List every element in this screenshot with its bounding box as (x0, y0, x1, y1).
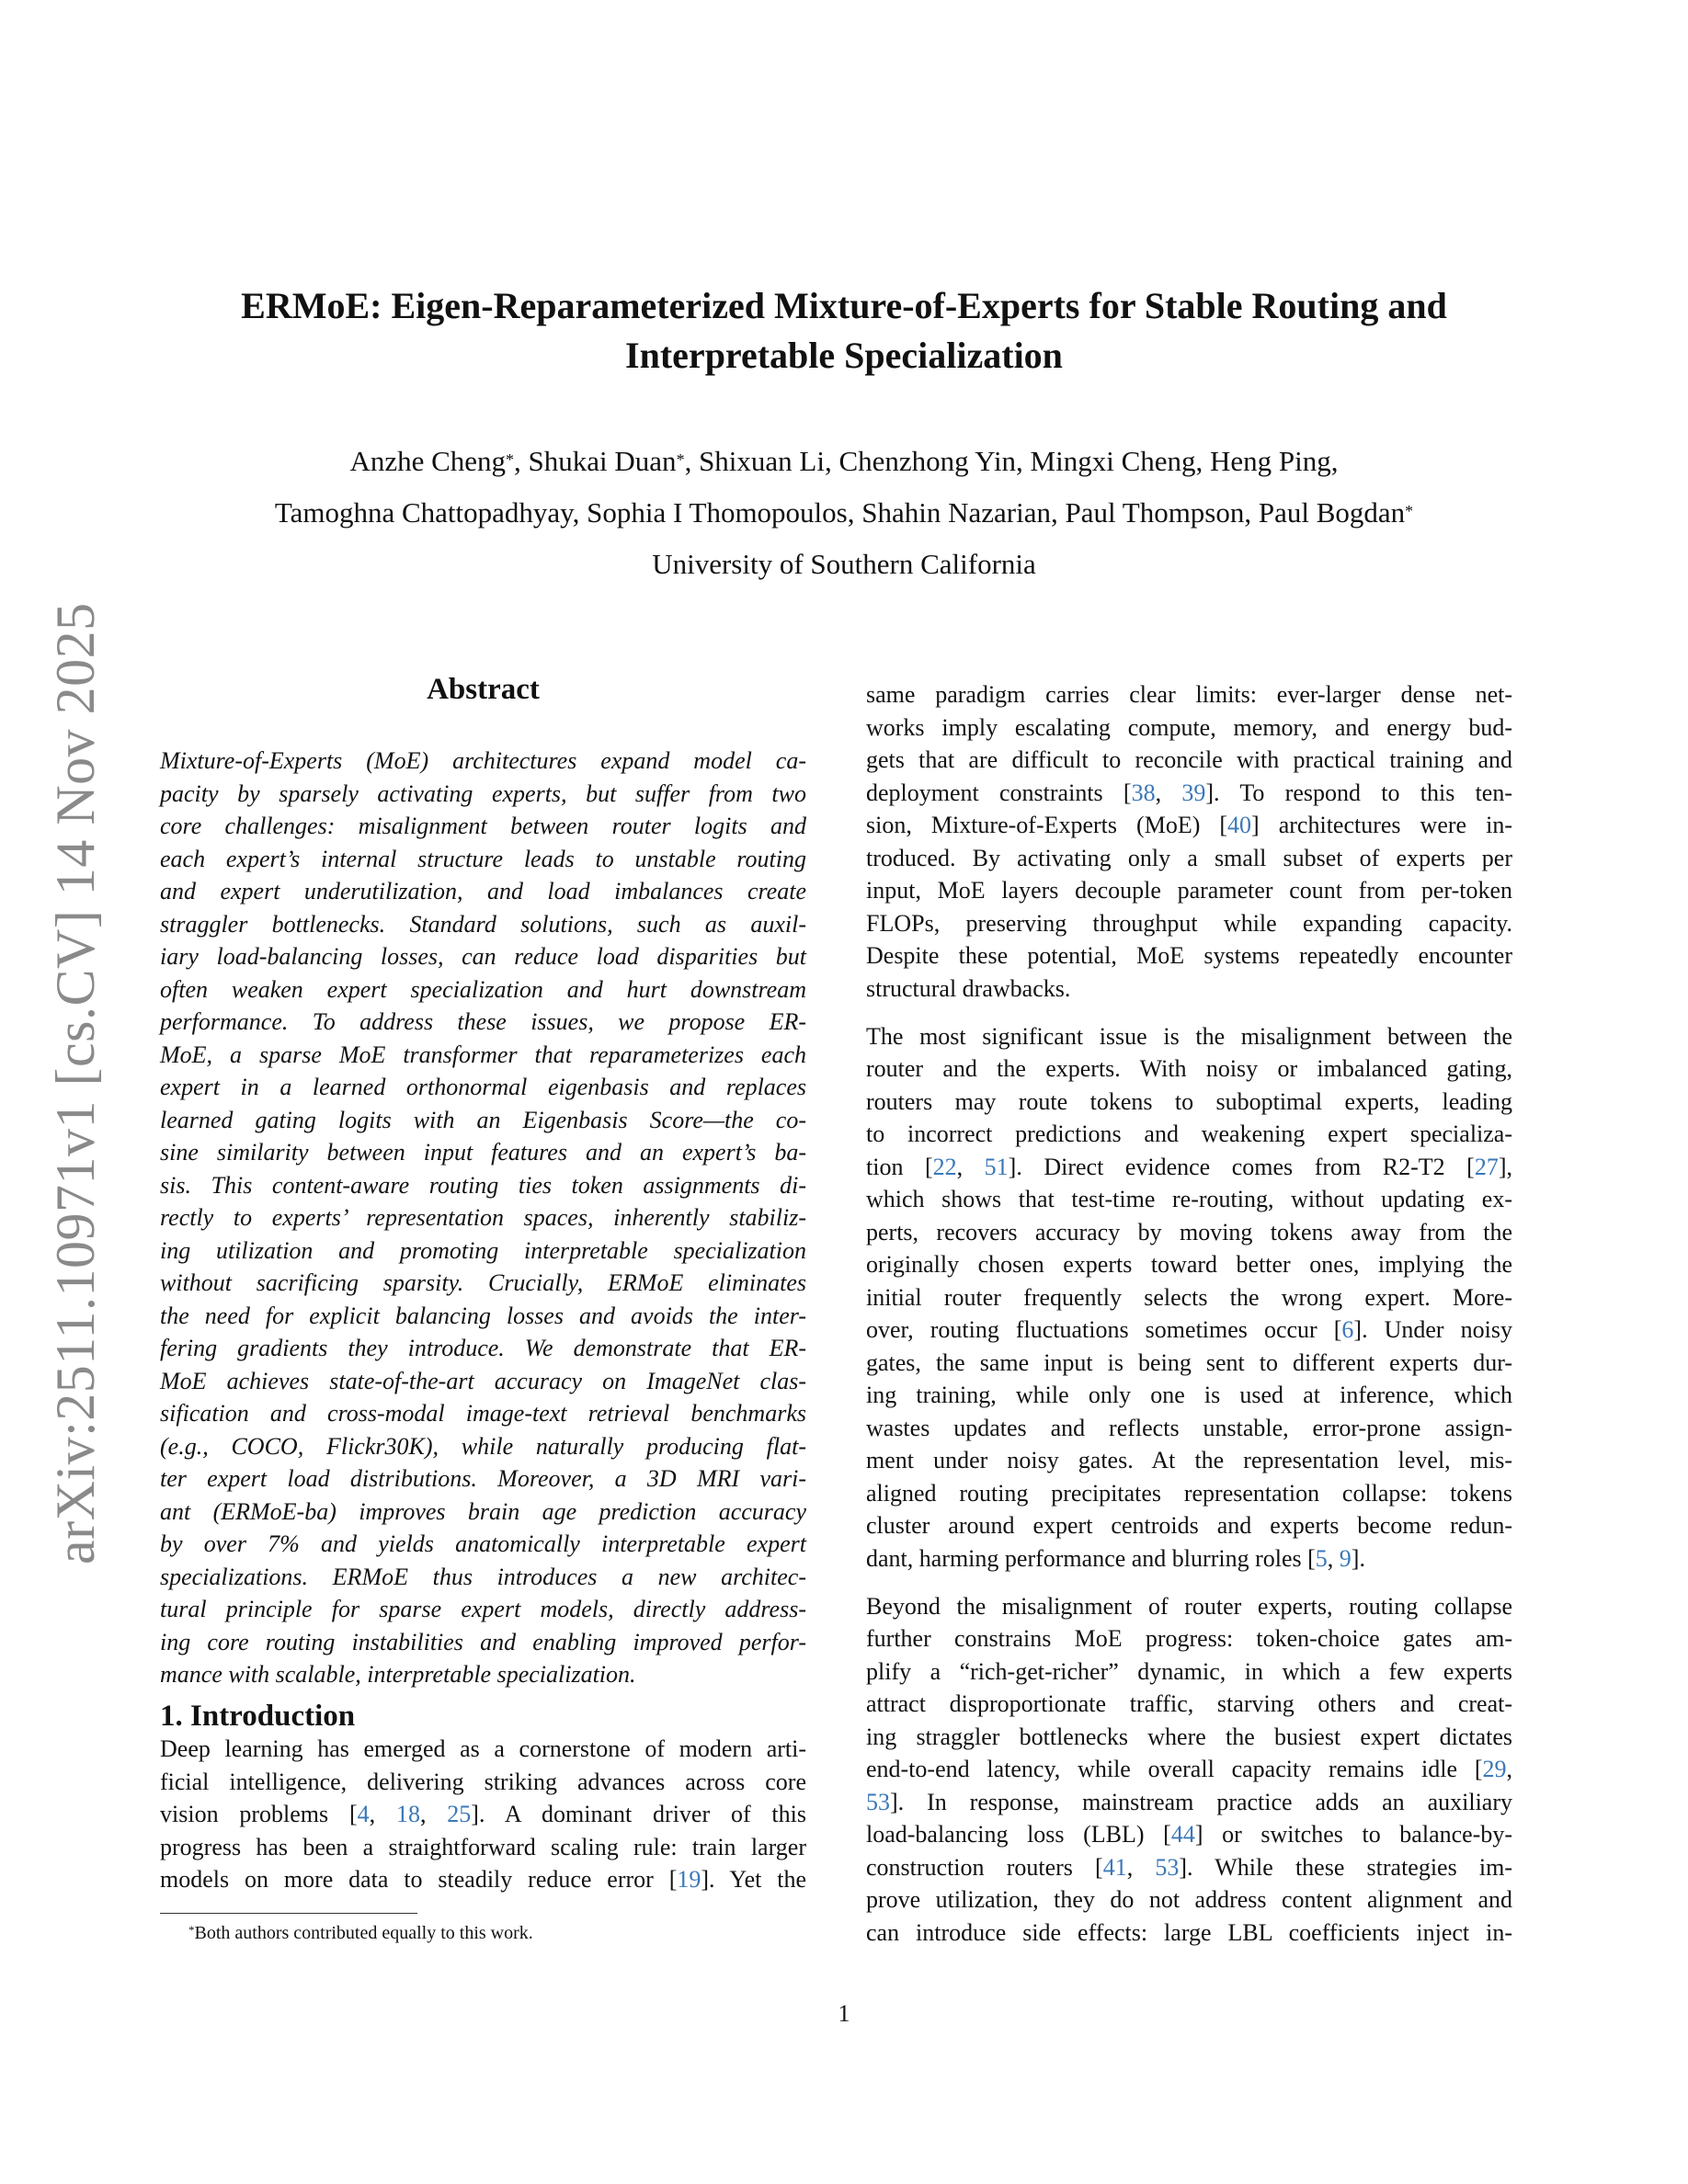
text-line: Deep learning has emerged as a cornerstone of modern arti- (160, 1735, 806, 1762)
text-line: ment under noisy gates. At the representation level, mis- (866, 1447, 1512, 1473)
arxiv-stamp: arXiv:2511.10971v1 [cs.CV] 14 Nov 2025 (45, 602, 106, 1564)
text-line: without sacrificing sparsity. Crucially, ERMoE eliminates (160, 1269, 806, 1296)
text-line: mance with scalable, interpretable specialization. (160, 1661, 636, 1688)
text-line: further constrains MoE progress: token-choice gates am- (866, 1625, 1512, 1652)
text-line: MoE achieves state-of-the-art accuracy on ImageNet clas- (160, 1367, 806, 1394)
right-column-body (866, 678, 1512, 1949)
text-line: performance. To address these issues, we propose ER- (160, 1008, 806, 1035)
text-line: sis. This content-aware routing ties token assignments di- (160, 1171, 806, 1199)
text-line: The most significant issue is the misalignment between the (866, 1022, 1512, 1050)
text-line: troduced. By activating only a small subset of experts per (866, 844, 1512, 871)
author-line-2: Tamoghna Chattopadhyay, Sophia I Thomopoulos, Shahin Nazarian, Paul Thompson, Paul Bogdan* (274, 496, 1414, 529)
citation-link[interactable]: 4 (357, 1801, 370, 1827)
citation-link[interactable]: 40 (1227, 812, 1252, 838)
text-line: expert in a learned orthonormal eigenbasis and replaces (160, 1074, 806, 1100)
citation-link[interactable]: 18 (395, 1801, 420, 1827)
text-line: ant (ERMoE-ba) improves brain age prediction accuracy (160, 1497, 806, 1525)
text-line: end-to-end latency, while overall capacity remains idle [29, (866, 1756, 1512, 1782)
citation-link[interactable]: 25 (447, 1801, 472, 1827)
text-line: aligned routing precipitates representation collapse: tokens (866, 1479, 1512, 1507)
text-line: pacity by sparsely activating experts, but suffer from two (160, 779, 806, 807)
text-line: models on more data to steadily reduce error [19]. Yet the (160, 1866, 806, 1893)
text-line: vision problems [4, 18, 25]. A dominant driver of this (160, 1801, 806, 1827)
citation-link[interactable]: 19 (677, 1866, 701, 1893)
introduction-heading: 1. Introduction (160, 1700, 356, 1733)
text-line: can introduce side effects: large LBL coefficients inject in- (866, 1918, 1512, 1946)
text-line: initial router frequently selects the wrong expert. More- (866, 1283, 1512, 1311)
text-line: iary load-balancing losses, can reduce load disparities but (160, 943, 806, 970)
text-line: plify a “rich-get-richer” dynamic, in which a few experts (866, 1657, 1512, 1685)
citation-link[interactable]: 38 (1131, 779, 1156, 806)
text-line: 53]. In response, mainstream practice adds an auxiliary (866, 1788, 1512, 1815)
text-line: dant, harming performance and blurring roles [5, 9]. (866, 1544, 1365, 1572)
text-line: deployment constraints [38, 39]. To respond to this ten- (866, 779, 1512, 806)
text-line: router and the experts. With noisy or imbalanced gating, (866, 1055, 1512, 1082)
text-line: ing core routing instabilities and enabling improved perfor- (160, 1628, 806, 1655)
text-line: ing straggler bottlenecks where the busiest expert dictates (866, 1723, 1512, 1750)
text-line: Mixture-of-Experts (MoE) architectures expand model ca- (160, 747, 806, 774)
text-line: fering gradients they introduce. We demonstrate that ER- (160, 1335, 806, 1361)
text-line: which shows that test-time re-routing, without updating ex- (866, 1186, 1512, 1212)
text-line: sine similarity between input features and an expert’s ba- (160, 1139, 806, 1166)
text-line: FLOPs, preserving throughput while expanding capacity. (866, 909, 1512, 937)
text-line: by over 7% and yields anatomically interpretable expert (160, 1530, 806, 1557)
paragraph (866, 678, 1512, 1005)
text-line: (e.g., COCO, Flickr30K), while naturally producing flat- (160, 1432, 806, 1460)
citation-link[interactable]: 53 (866, 1788, 890, 1815)
citation-link[interactable]: 22 (932, 1153, 957, 1180)
citation-link[interactable]: 27 (1474, 1153, 1499, 1180)
citation-link[interactable]: 6 (1341, 1316, 1354, 1343)
text-line: over, routing fluctuations sometimes occur [6]. Under noisy (866, 1316, 1512, 1343)
text-line: tion [22, 51]. Direct evidence comes from R2-T2 [27], (866, 1153, 1513, 1180)
text-line: ficial intelligence, delivering striking advances across core (160, 1768, 806, 1795)
text-line: to incorrect predictions and weakening expert specializa- (866, 1120, 1512, 1147)
text-line: progress has been a straightforward scaling rule: train larger (160, 1833, 806, 1860)
paper-title (0, 281, 1688, 381)
author-line-1: Anzhe Cheng*, Shukai Duan*, Shixuan Li, Chenzhong Yin, Mingxi Cheng, Heng Ping, (349, 445, 1339, 477)
citation-link[interactable]: 53 (1155, 1853, 1180, 1881)
text-line: attract disproportionate traffic, starving others and creat- (866, 1690, 1512, 1717)
text-line: MoE, a sparse MoE transformer that reparameterizes each (160, 1041, 806, 1068)
abstract-body (160, 745, 806, 1691)
text-line: cluster around expert centroids and experts become redun- (866, 1512, 1512, 1539)
introduction-body (160, 1733, 806, 1896)
citation-link[interactable]: 44 (1170, 1821, 1195, 1848)
text-line: ing training, while only one is used at inference, which (866, 1382, 1512, 1408)
text-line: structural drawbacks. (866, 974, 1071, 1002)
title-line: Interpretable Specialization (625, 335, 1063, 376)
text-line: prove utilization, they do not address content alignment and (866, 1886, 1512, 1913)
text-line: Beyond the misalignment of router experts, routing collapse (866, 1592, 1512, 1620)
text-line: specializations. ERMoE thus introduces a new architec- (160, 1563, 806, 1590)
text-line: Despite these potential, MoE systems repeatedly encounter (866, 942, 1512, 969)
citation-link[interactable]: 51 (984, 1153, 1009, 1180)
text-line: input, MoE layers decouple parameter count from per-token (866, 877, 1512, 904)
text-line: core challenges: misalignment between router logits and (160, 813, 806, 839)
text-line: the need for explicit balancing losses and avoids the inter- (160, 1302, 806, 1329)
text-line: each expert’s internal structure leads to unstable routing (160, 845, 806, 872)
footnote: *Both authors contributed equally to this work. (188, 1923, 533, 1943)
citation-link[interactable]: 29 (1482, 1756, 1507, 1782)
text-line: same paradigm carries clear limits: ever-larger dense net- (866, 681, 1512, 708)
text-line: gets that are difficult to reconcile with practical training and (866, 746, 1512, 773)
text-line: load-balancing loss (LBL) [44] or switches to balance-by- (866, 1821, 1513, 1848)
text-line: often weaken expert specialization and hurt downstream (160, 975, 806, 1003)
affiliation: University of Southern California (652, 548, 1036, 580)
text-line: gates, the same input is being sent to different experts dur- (866, 1348, 1512, 1376)
paragraph (866, 1590, 1512, 1950)
text-line: ter expert load distributions. Moreover, a 3D MRI vari- (160, 1465, 806, 1492)
text-line: sion, Mixture-of-Experts (MoE) [40] architectures were in- (866, 812, 1512, 838)
citation-link[interactable]: 39 (1181, 779, 1206, 806)
paragraph (866, 1020, 1512, 1575)
text-line: ing utilization and promoting interpretable specialization (160, 1236, 806, 1264)
text-line: learned gating logits with an Eigenbasis Score—the co- (160, 1106, 806, 1133)
text-line: construction routers [41, 53]. While these strategies im- (866, 1853, 1512, 1881)
text-line: perts, recovers accuracy by moving tokens away from the (866, 1218, 1512, 1246)
text-line: originally chosen experts toward better ones, implying the (866, 1251, 1512, 1278)
footnote-rule (160, 1913, 417, 1914)
page-number: 1 (838, 2000, 850, 2027)
title-line: ERMoE: Eigen-Reparameterized Mixture-of-Experts for Stable Routing and (241, 285, 1447, 326)
author-block (0, 436, 1688, 590)
citation-link[interactable]: 41 (1102, 1853, 1127, 1881)
text-line: straggler bottlenecks. Standard solutions, such as auxil- (160, 910, 806, 938)
citation-link[interactable]: 5 (1315, 1544, 1328, 1572)
text-line: works imply escalating compute, memory, and energy bud- (866, 713, 1512, 741)
citation-link[interactable]: 9 (1339, 1544, 1352, 1572)
text-line: and expert underutilization, and load imbalances create (160, 878, 806, 904)
text-line: rectly to experts’ representation spaces, inherently stabiliz- (160, 1204, 806, 1231)
text-line: tural principle for sparse expert models, directly address- (160, 1596, 806, 1622)
abstract-heading: Abstract (427, 673, 540, 706)
text-line: wastes updates and reflects unstable, error-prone assign- (866, 1414, 1512, 1441)
text-line: routers may route tokens to suboptimal experts, leading (866, 1087, 1512, 1115)
text-line: sification and cross-modal image-text retrieval benchmarks (160, 1400, 806, 1427)
